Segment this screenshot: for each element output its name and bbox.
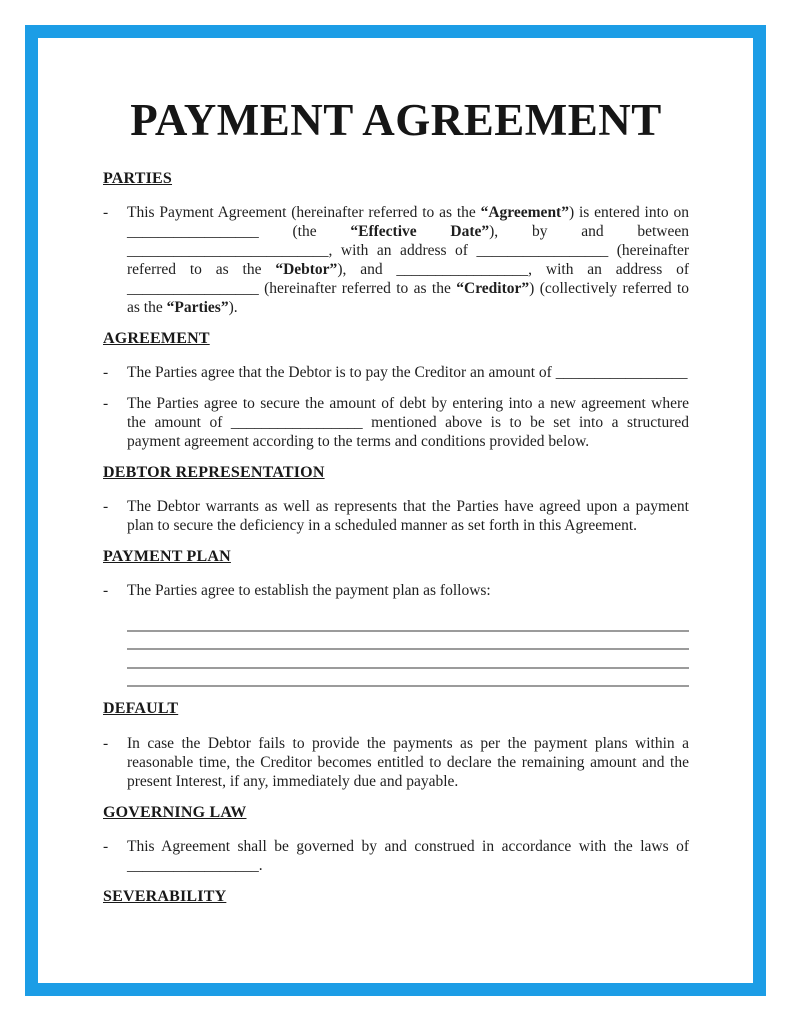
bullet-dash: - — [103, 734, 109, 752]
section-debtor-representation — [103, 463, 689, 535]
clause-text — [127, 394, 689, 451]
clause-text-segment: ), by and between — [489, 222, 689, 240]
clause-text-segment: (hereinafter referred to as the — [127, 241, 689, 278]
clause-text-segment: ). — [228, 298, 238, 316]
clause-text-segment: ) (collectively referred to as the — [127, 279, 690, 316]
clause — [103, 837, 689, 875]
page-border-frame — [25, 25, 766, 996]
fill-in-blank: _________________ — [476, 241, 609, 259]
section-heading: AGREEMENT — [103, 329, 210, 347]
clause-text-segment: (hereinafter referred to as the — [258, 279, 457, 297]
clause-text-segment: . — [258, 856, 263, 874]
section-heading: DEFAULT — [103, 700, 179, 718]
bullet-dash: - — [103, 498, 109, 516]
clause — [103, 497, 689, 535]
clause-text-segment: mentioned above is to be set into a structured payment agreement according to the terms and conditions provided below. — [127, 413, 689, 450]
bullet-dash: - — [103, 203, 109, 221]
section-heading: PARTIES — [103, 169, 173, 187]
clause-text — [127, 497, 689, 535]
section-heading: PAYMENT PLAN — [103, 548, 231, 566]
clause — [103, 734, 689, 791]
clause-text-segment: The Parties agree that the Debtor is to pay the Creditor an amount of — [127, 363, 556, 381]
write-in-lines — [127, 613, 689, 687]
clause-text — [127, 581, 689, 600]
clause — [103, 581, 689, 600]
clause-text-segment: , with an address of — [528, 260, 689, 278]
page-content — [38, 96, 753, 906]
fill-in-blank: __________________________ — [127, 241, 329, 259]
section-governing-law — [103, 803, 689, 875]
section-heading: DEBTOR REPRESENTATION — [103, 463, 325, 481]
clause-text-segment: The Parties agree to secure the amount of debt by entering into a new agreement where the amount of — [127, 394, 689, 431]
clause-text-segment: In case the Debtor fails to provide the payments as per the payment plans within a reasonable time, the Creditor becomes entitled to declare the remaining amount and the present Interest, if any, immediately due and payable. — [127, 734, 689, 790]
clause-text-segment: The Parties agree to establish the payment plan as follows: — [127, 582, 491, 600]
clause — [103, 363, 689, 382]
section-heading: SEVERABILITY — [103, 887, 227, 905]
clause-text-segment: “Agreement” — [480, 203, 569, 221]
section-heading: GOVERNING LAW — [103, 803, 247, 821]
clause-text — [127, 363, 689, 382]
bullet-dash: - — [103, 582, 109, 600]
blank-line — [127, 650, 689, 669]
clause — [103, 203, 689, 317]
clause-text-segment: , with an address of — [328, 241, 477, 259]
clause-text-segment: “Parties” — [166, 298, 229, 316]
clause-text-segment: The Debtor warrants as well as represents that the Parties have agreed upon a payment plan to secure the deficiency in a scheduled manner as set forth in this Agreement. — [127, 498, 689, 535]
blank-line — [127, 669, 689, 688]
section-agreement — [103, 329, 689, 451]
bullet-dash: - — [103, 363, 109, 381]
clause-text-segment: “Debtor” — [275, 260, 338, 278]
clause-text-segment: ) is entered into on — [568, 203, 689, 221]
fill-in-blank: _________________ — [127, 279, 259, 297]
clause-text — [127, 837, 689, 875]
section-severability — [103, 887, 689, 906]
blank-line — [127, 632, 689, 651]
section-default — [103, 699, 689, 790]
blank-line — [127, 613, 689, 632]
fill-in-blank: _________________ — [396, 260, 529, 278]
clause-text — [127, 734, 689, 791]
document-title: PAYMENT AGREEMENT — [130, 95, 662, 145]
document-body — [103, 169, 689, 906]
clause-text — [127, 203, 689, 317]
bullet-dash: - — [103, 837, 109, 855]
clause-text-segment: This Agreement shall be governed by and construed in accordance with the laws of — [127, 837, 689, 855]
clause-text-segment: “Creditor” — [456, 279, 530, 297]
fill-in-blank: _________________ — [555, 363, 688, 381]
section-payment-plan — [103, 547, 689, 687]
fill-in-blank: _________________ — [127, 856, 259, 874]
fill-in-blank: _________________ — [127, 222, 259, 240]
clause-text-segment: “Effective Date” — [350, 222, 490, 240]
clause-text-segment: This Payment Agreement (hereinafter referred to as the — [127, 203, 481, 221]
clause-text-segment: (the — [258, 222, 351, 240]
clause-text-segment: ), and — [337, 260, 397, 278]
fill-in-blank: _________________ — [230, 413, 363, 431]
bullet-dash: - — [103, 394, 109, 412]
clause — [103, 394, 689, 451]
section-parties — [103, 169, 689, 317]
